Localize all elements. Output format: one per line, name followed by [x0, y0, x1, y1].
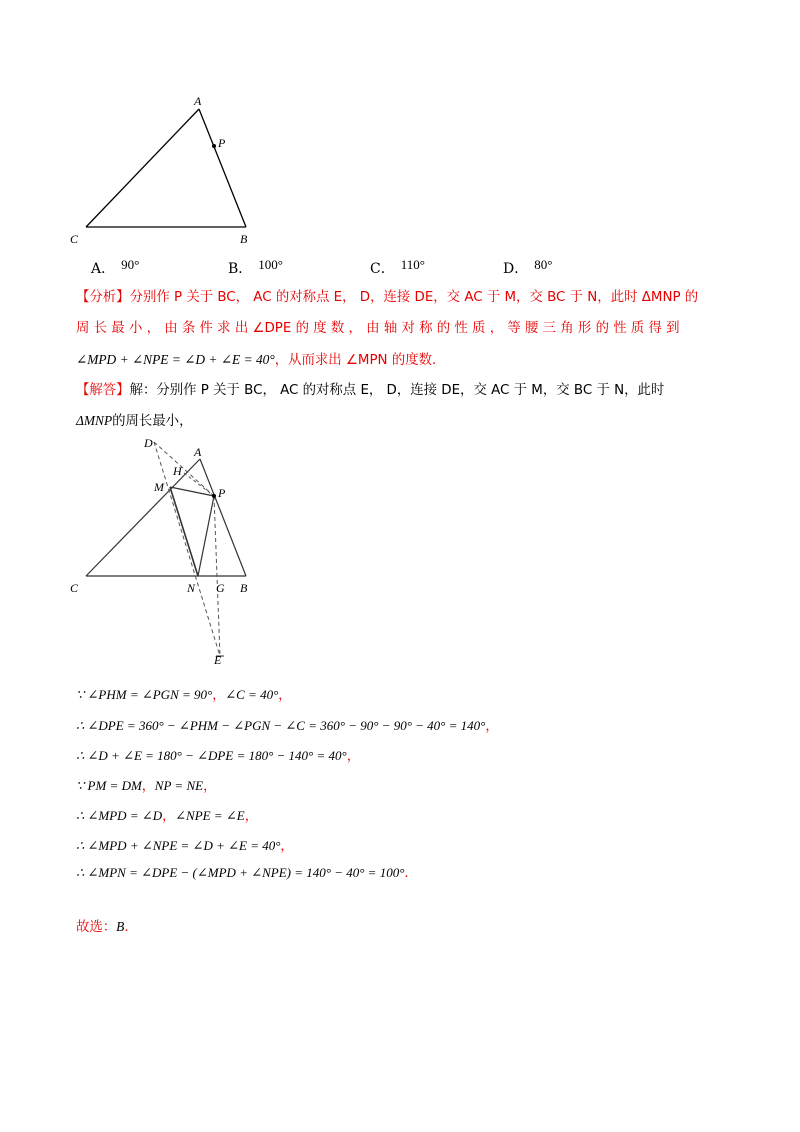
step-7-math: ∴ ∠MPN = ∠DPE − (∠MPD + ∠NPE) = 140° − 40° = 100° — [76, 865, 405, 880]
label-g: G — [216, 581, 225, 595]
analysis-text-1: 分别作 P 关于 BC， AC 的对称点 E， D，连接 DE，交 AC 于 M，交 BC 于 N，此时 ΔMNP 的 — [129, 290, 699, 305]
label-p: P — [218, 486, 226, 500]
analysis-line-1 — [76, 291, 698, 304]
step-2-math: ∴ ∠DPE = 360° − ∠PHM − ∠PGN − ∠C = 360° − 90° − 90° − 40° = 140° — [76, 718, 486, 733]
final-answer — [76, 916, 129, 935]
figure-reflection-construction — [60, 432, 280, 668]
answer-end: . — [124, 920, 129, 935]
choice-c-value: 110° — [400, 257, 425, 272]
step-4-end: ， — [203, 779, 217, 794]
solution-text-1: 解：分别作 P 关于 BC， AC 的对称点 E， D，连接 DE，交 AC 于 M，交 BC 于 N，此时 — [129, 383, 665, 398]
step-4-math2: NP = NE — [154, 778, 204, 793]
label-p: P — [218, 136, 226, 150]
step-2 — [76, 715, 498, 734]
choice-b — [228, 258, 283, 278]
answer-value: B — [116, 919, 125, 934]
solution-text-2: 的周长最小， — [112, 414, 193, 429]
side-ca — [86, 109, 199, 227]
label-d: D — [144, 436, 153, 450]
label-b: B — [240, 232, 248, 246]
step-1 — [76, 684, 291, 703]
label-a: A — [194, 445, 202, 459]
step-2-end: ， — [485, 719, 499, 734]
analysis-text-2: 周 长 最 小 ， 由 条 件 求 出 ∠DPE 的 度 数 ， 由 轴 对 称 的 性 质 ， 等 腰 三 角 形 的 性 质 得 到 — [76, 321, 680, 336]
analysis-heading: 【分析】 — [76, 290, 130, 305]
label-c: C — [70, 232, 79, 246]
segment-de-dashed — [154, 442, 220, 656]
segment-mp — [170, 487, 214, 496]
choice-d-letter: D． — [503, 261, 529, 277]
analysis-math-3: ∠MPD + ∠NPE = ∠D + ∠E = 40° — [76, 352, 275, 367]
point-p — [212, 144, 216, 148]
step-3-end: ， — [346, 749, 360, 764]
step-4-sep: ， — [141, 779, 155, 794]
label-b: B — [240, 581, 248, 595]
choice-d-value: 80° — [534, 257, 553, 272]
label-h: H — [173, 464, 182, 478]
analysis-line-3 — [76, 353, 436, 367]
analysis-line-2 — [76, 322, 680, 335]
step-6 — [76, 835, 293, 854]
step-6-end: ， — [280, 839, 294, 854]
step-5-end: ， — [244, 809, 258, 824]
choice-c — [370, 258, 425, 278]
step-1-math2: ∠C = 40° — [225, 687, 279, 702]
choice-a — [91, 258, 139, 278]
step-1-end: ， — [278, 688, 292, 703]
side-ab — [199, 109, 246, 227]
side-ca — [86, 459, 200, 576]
analysis-text-3: ，从而求出 ∠MPN 的度数. — [274, 353, 437, 368]
step-5-math: ∴ ∠MPD = ∠D — [76, 808, 163, 823]
solution-line-1 — [76, 384, 664, 397]
step-6-math: ∴ ∠MPD + ∠NPE = ∠D + ∠E = 40° — [76, 838, 281, 853]
step-7-end: . — [404, 866, 409, 881]
point-p — [212, 494, 216, 498]
solution-math-2: ΔMNP — [76, 413, 113, 428]
step-3 — [76, 745, 360, 764]
label-a: A — [194, 94, 202, 108]
solution-heading: 【解答】 — [76, 383, 130, 398]
step-1-math: ∵ ∠PHM = ∠PGN = 90° — [76, 687, 213, 702]
label-c: C — [70, 581, 79, 595]
step-5 — [76, 805, 258, 824]
choice-d — [503, 258, 552, 278]
segment-np — [198, 496, 214, 576]
segment-mn — [170, 487, 198, 576]
answer-label: 故选： — [76, 920, 117, 935]
step-5-sep: ， — [162, 809, 176, 824]
step-7 — [76, 865, 409, 881]
choice-b-letter: B． — [228, 261, 253, 277]
step-4 — [76, 775, 216, 794]
solution-line-2 — [76, 414, 192, 428]
step-3-math: ∴ ∠D + ∠E = 180° − ∠DPE = 180° − 140° = 40° — [76, 748, 347, 763]
step-5-math2: ∠NPE = ∠E — [175, 808, 245, 823]
choice-b-value: 100° — [258, 257, 283, 272]
label-m: M — [154, 480, 164, 494]
label-e: E — [214, 653, 222, 667]
choice-a-value: 90° — [121, 257, 140, 272]
choice-c-letter: C． — [370, 261, 395, 277]
figure-triangle-abc — [60, 85, 280, 250]
side-ab — [200, 459, 246, 576]
choice-a-letter: A． — [91, 261, 116, 277]
step-1-sep: ， — [212, 688, 226, 703]
label-n: N — [187, 581, 196, 595]
step-4-math: ∵ PM = DM — [76, 778, 142, 793]
